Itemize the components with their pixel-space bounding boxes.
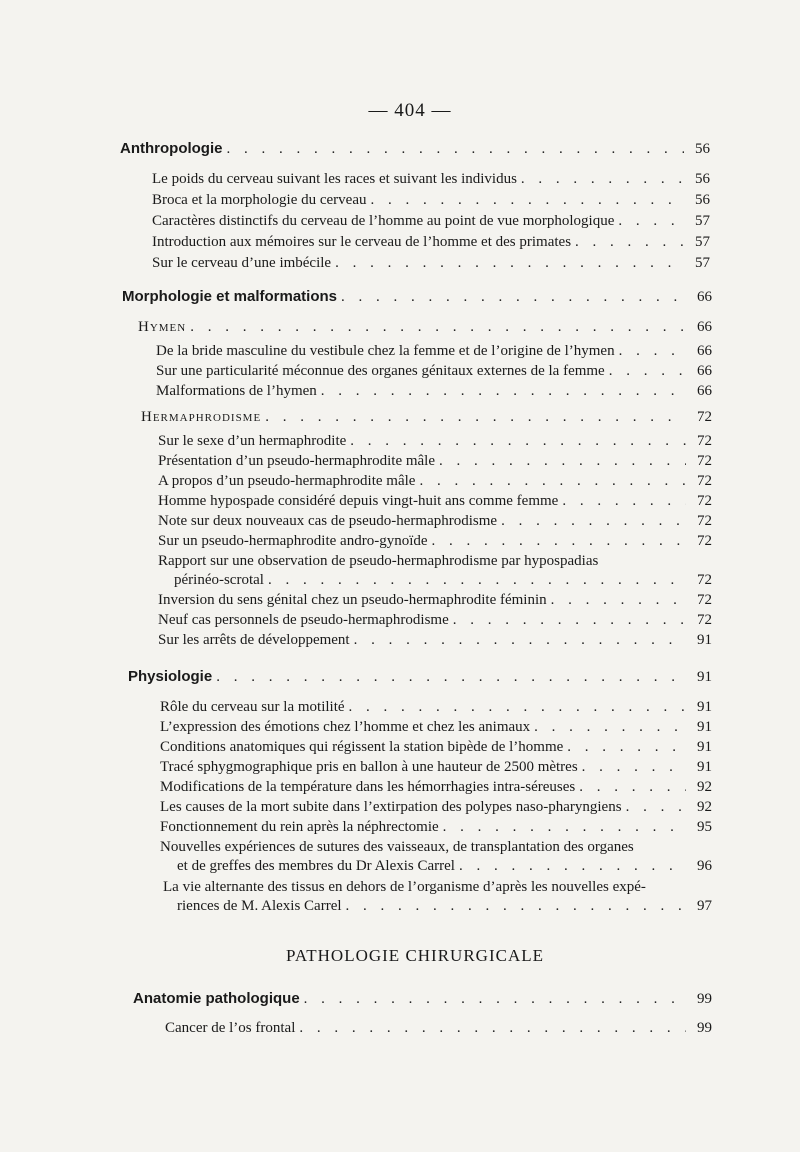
leader-dots <box>443 819 686 836</box>
entry-title: Sur le sexe d’un hermaphrodite <box>158 433 347 449</box>
toc-entry <box>177 898 712 918</box>
entry-title: Le poids du cerveau suivant les races et suivant les individus <box>152 171 517 187</box>
leader-dots <box>321 383 686 400</box>
section-title: Anatomie pathologique <box>133 990 300 1007</box>
entry-title: Neuf cas personnels de pseudo-hermaphrodisme <box>158 612 449 628</box>
entry-title: Rôle du cerveau sur la motilité <box>160 699 345 715</box>
page-ref: 96 <box>697 858 712 874</box>
page-ref: 91 <box>697 632 712 648</box>
toc-entry <box>160 699 712 719</box>
page-ref: 72 <box>697 533 712 549</box>
page-ref: 95 <box>697 819 712 835</box>
section-physiologie <box>128 668 712 688</box>
page-ref: 72 <box>697 612 712 628</box>
page-ref: 72 <box>697 409 712 425</box>
entry-title-line2: riences de M. Alexis Carrel <box>177 898 342 914</box>
entry-title: Conditions anatomiques qui régissent la station bipède de l’homme <box>160 739 564 755</box>
toc-entry <box>158 473 712 493</box>
toc-entry <box>160 819 712 839</box>
leader-dots <box>341 289 686 306</box>
page-ref: 92 <box>697 799 712 815</box>
entry-title: A propos d’un pseudo-hermaphrodite mâle <box>158 473 416 489</box>
subsection-title: Hymen <box>138 319 187 335</box>
leader-dots <box>335 255 684 272</box>
leader-dots <box>582 759 686 776</box>
leader-dots <box>354 632 686 649</box>
entry-title: Présentation d’un pseudo-hermaphrodite mâle <box>158 453 436 469</box>
toc-entry <box>156 383 712 403</box>
page-ref: 66 <box>697 383 712 399</box>
leader-dots <box>349 699 686 716</box>
entry-title: Broca et la morphologie du cerveau <box>152 192 367 208</box>
leader-dots <box>551 592 686 609</box>
entry-title: Inversion du sens génital chez un pseudo-hermaphrodite féminin <box>158 592 547 608</box>
toc-entry <box>158 493 712 513</box>
page-ref: 72 <box>697 572 712 588</box>
entry-title: Les causes de la mort subite dans l’extirpation des polypes naso-pharyngiens <box>160 799 622 815</box>
page-ref: 72 <box>697 493 712 509</box>
part-heading: PATHOLOGIE CHIRURGICALE <box>285 946 544 965</box>
toc-entry <box>152 171 710 191</box>
entry-title: Malformations de l’hymen <box>156 383 317 399</box>
entry-title: Homme hypospade considéré depuis vingt-huit ans comme femme <box>158 493 559 509</box>
page-ref: 91 <box>697 739 712 755</box>
page-ref: 91 <box>697 759 712 775</box>
section-title: Physiologie <box>128 668 213 685</box>
leader-dots <box>371 192 685 209</box>
entry-title: Tracé sphygmographique pris en ballon à une hauteur de 2500 mètres <box>160 759 578 775</box>
page-ref: 56 <box>695 192 710 208</box>
toc-entry <box>177 858 712 878</box>
toc-entry <box>156 363 712 383</box>
leader-dots <box>521 171 684 188</box>
leader-dots <box>459 858 686 875</box>
entry-title-line2: et de greffes des membres du Dr Alexis Carrel <box>177 858 455 874</box>
toc-entry <box>165 1020 712 1040</box>
toc-entry <box>152 234 710 254</box>
page-ref: 57 <box>695 255 710 271</box>
entry-title: De la bride masculine du vestibule chez la femme et de l’origine de l’hymen <box>156 343 615 359</box>
section-anatomie-pathologique <box>133 990 712 1010</box>
toc-entry <box>160 759 712 779</box>
leader-dots <box>432 533 686 550</box>
toc-entry <box>160 799 712 819</box>
toc-entry <box>158 453 712 473</box>
page-ref: 56 <box>695 141 710 157</box>
page-ref: 91 <box>697 699 712 715</box>
toc-entry <box>152 255 710 275</box>
leader-dots <box>299 1020 686 1037</box>
toc-entry <box>152 213 710 233</box>
page-ref: 57 <box>695 234 710 250</box>
leader-dots <box>190 319 686 336</box>
page-ref: 72 <box>697 592 712 608</box>
page-ref: 66 <box>697 319 712 335</box>
page-ref: 92 <box>697 779 712 795</box>
page-ref: 66 <box>697 363 712 379</box>
toc-entry <box>174 572 712 592</box>
page-number: — 404 — <box>368 100 452 121</box>
toc-entry <box>160 719 712 739</box>
leader-dots <box>226 141 684 158</box>
leader-dots <box>350 433 686 450</box>
leader-dots <box>534 719 686 736</box>
toc-entry <box>158 612 712 632</box>
entry-title: Sur le cerveau d’une imbécile <box>152 255 332 271</box>
leader-dots <box>619 343 686 360</box>
page-ref: 66 <box>697 289 712 305</box>
leader-dots <box>626 799 686 816</box>
subsection-hermaphrodisme <box>141 409 712 429</box>
section-morphologie <box>122 288 712 308</box>
page-ref: 56 <box>695 171 710 187</box>
page-ref: 99 <box>697 1020 712 1036</box>
leader-dots <box>501 513 686 530</box>
toc-entry <box>152 192 710 212</box>
toc-entry <box>160 779 712 799</box>
leader-dots <box>562 493 686 510</box>
section-title: Morphologie et malformations <box>122 288 338 305</box>
entry-title: Sur une particularité méconnue des organes génitaux externes de la femme <box>156 363 605 379</box>
entry-title: Cancer de l’os frontal <box>165 1020 296 1036</box>
entry-title-line1: Rapport sur une observation de pseudo-hermaphrodisme par hypospadias <box>158 553 599 569</box>
toc-entry <box>160 739 712 759</box>
leader-dots <box>268 572 686 589</box>
entry-title: L’expression des émotions chez l’homme et chez les animaux <box>160 719 531 735</box>
page-ref: 57 <box>695 213 710 229</box>
entry-title: Sur les arrêts de développement <box>158 632 350 648</box>
leader-dots <box>216 669 686 686</box>
leader-dots <box>567 739 686 756</box>
leader-dots <box>265 409 686 426</box>
toc-entry <box>158 632 712 652</box>
leader-dots <box>346 898 686 915</box>
subsection-title: Hermaphrodisme <box>141 409 262 425</box>
leader-dots <box>439 453 686 470</box>
page-ref: 72 <box>697 453 712 469</box>
leader-dots <box>579 779 686 796</box>
page-ref: 97 <box>697 898 712 914</box>
entry-title: Fonctionnement du rein après la néphrectomie <box>160 819 439 835</box>
toc-entry <box>158 513 712 533</box>
page-ref: 72 <box>697 433 712 449</box>
leader-dots <box>304 991 686 1008</box>
subsection-hymen <box>138 319 712 339</box>
entry-title: Introduction aux mémoires sur le cerveau de l’homme et des primates <box>152 234 572 250</box>
page-ref: 91 <box>697 719 712 735</box>
leader-dots <box>419 473 686 490</box>
page-ref: 66 <box>697 343 712 359</box>
entry-title-line1: La vie alternante des tissus en dehors de l’organisme d’après les nouvelles expé- <box>163 879 646 895</box>
page-ref: 72 <box>697 513 712 529</box>
entry-title: Caractères distinctifs du cerveau de l’homme au point de vue morphologique <box>152 213 615 229</box>
toc-entry <box>158 433 712 453</box>
leader-dots <box>453 612 686 629</box>
page-ref: 72 <box>697 473 712 489</box>
entry-title: Note sur deux nouveaux cas de pseudo-hermaphrodisme <box>158 513 498 529</box>
leader-dots <box>575 234 684 251</box>
page-ref: 91 <box>697 669 712 685</box>
toc-entry <box>158 533 712 553</box>
page-ref: 99 <box>697 991 712 1007</box>
section-anthropologie <box>120 140 710 160</box>
entry-title: Modifications de la température dans les hémorrhagies intra-séreuses <box>160 779 576 795</box>
leader-dots <box>609 363 686 380</box>
toc-entry <box>158 592 712 612</box>
section-title: Anthropologie <box>120 140 223 157</box>
toc-entry <box>156 343 712 363</box>
entry-title-line1: Nouvelles expériences de sutures des vaisseaux, de transplantation des organes <box>160 839 634 855</box>
entry-title-line2: périnéo-scrotal <box>174 572 264 588</box>
leader-dots <box>618 213 684 230</box>
entry-title: Sur un pseudo-hermaphrodite andro-gynoïde <box>158 533 428 549</box>
